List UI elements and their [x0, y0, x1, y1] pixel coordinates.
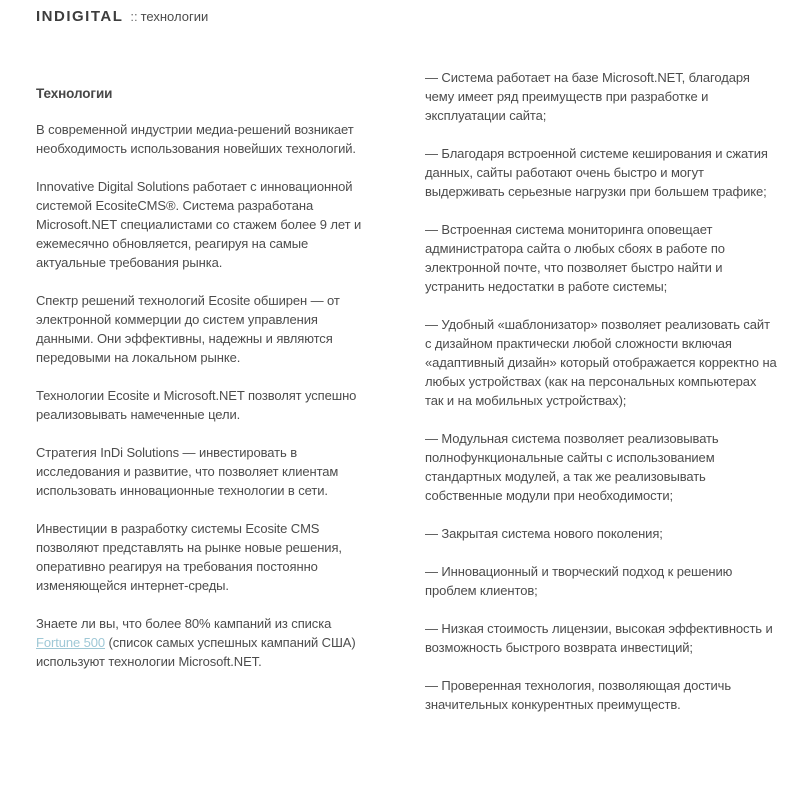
header-separator: :: — [130, 9, 138, 24]
feature-item: — Инновационный и творческий подход к решению проблем клиентов; — [425, 564, 733, 598]
intro-column — [36, 84, 374, 690]
feature-item: — Низкая стоимость лицензии, высокая эффективность и возможность быстрого возврата инвестиций; — [425, 621, 773, 655]
intro-paragraph: В современной индустрии медиа-решений возникает необходимость использования новейших технологий. — [36, 122, 356, 156]
intro-paragraph: Технологии Ecosite и Microsoft.NET позволят успешно реализовывать намеченные цели. — [36, 388, 357, 422]
feature-item: — Закрытая система нового поколения; — [425, 526, 663, 541]
fortune-text-after: (список самых успешных кампаний США) используют технологии Microsoft.NET. — [36, 635, 356, 669]
feature-item: — Встроенная система мониторинга оповещает администратора сайта о любых сбоях в работе по электронной почте, что позволяет быстро найти и устранить недостатки в работе системы; — [425, 222, 725, 294]
feature-item: — Удобный «шаблонизатор» позволяет реализовать сайт с дизайном практически любой сложности включая «адаптивный дизайн» который отображается корректно на любых устройствах (как на персональных компьютерах так и на мобильных устройствах); — [425, 317, 777, 408]
page-section-title: технологии — [140, 9, 209, 24]
feature-item: — Благодаря встроенной системе кеширования и сжатия данных, сайты работают очень быстро и могут выдерживать серьезные нагрузки при большем трафике; — [425, 146, 768, 199]
fortune-text-before: Знаете ли вы, что более 80% кампаний из списка — [36, 616, 332, 631]
intro-paragraph: Спектр решений технологий Ecosite обширен — от электронной коммерции до систем управления данными. Они эффективны, надежны и являются передовыми на локальном рынке. — [36, 293, 340, 365]
page-title: Технологии — [36, 86, 113, 101]
feature-item: — Проверенная технология, позволяющая достичь значительных конкурентных преимуществ. — [425, 678, 732, 712]
intro-paragraph — [36, 614, 374, 671]
feature-item: — Модульная система позволяет реализовывать полнофункциональные сайты с использованием стандартных модулей, а так же реализовывать собственные модули при необходимости; — [425, 431, 719, 503]
intro-paragraph: Инвестиции в разработку системы Ecosite CMS позволяют представлять на рынке новые решения, оперативно реагируя на требования постоянно изменяющейся интернет-среды. — [36, 521, 342, 593]
feature-item: — Система работает на базе Microsoft.NET, благодаря чему имеет ряд преимуществ при разработке и эксплуатации сайта; — [425, 70, 750, 123]
intro-paragraph: Стратегия InDi Solutions — инвестировать в исследования и развитие, что позволяет клиентам использовать инновационные технологии в сети. — [36, 445, 339, 498]
fortune-500-link[interactable]: Fortune 500 — [36, 635, 106, 650]
brand-logo: INDIGITAL — [36, 8, 124, 25]
features-column — [425, 68, 777, 733]
intro-paragraph: Innovative Digital Solutions работает с инновационной системой EcositeCMS®. Система разработана Microsoft.NET специалистами со стажем более 9 лет и ежемесячно обновляется, реагируя на самые актуальные требования рынка. — [36, 179, 362, 270]
site-header — [36, 8, 208, 26]
